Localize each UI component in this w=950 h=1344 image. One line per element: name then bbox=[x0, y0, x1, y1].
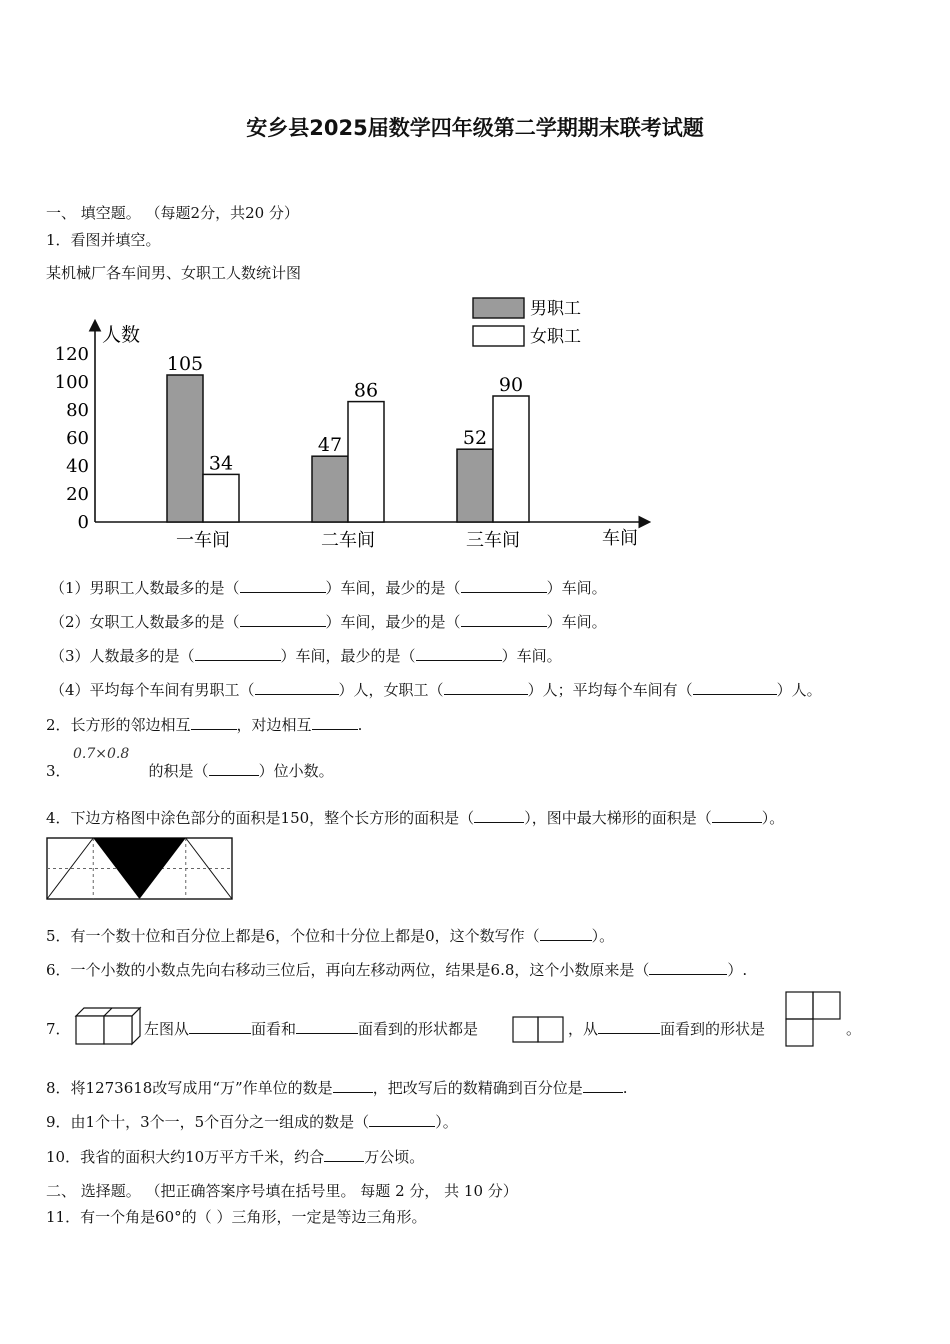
x-axis-label: 车间 bbox=[602, 528, 638, 549]
y-tick-label: 20 bbox=[66, 484, 89, 505]
y-tick-label: 60 bbox=[66, 428, 89, 449]
question-5: 5．有一个数十位和百分位上都是6，个位和十分位上都是0，这个数写作（ ）。 bbox=[46, 927, 615, 945]
section-1-heading: 一、 填空题。 （每题2分，共20 分） bbox=[46, 204, 299, 222]
page-title: 安乡县2025届数学四年级第二学期期末联考试题 bbox=[246, 116, 704, 140]
bar-female bbox=[348, 402, 384, 522]
grid-figure bbox=[46, 837, 234, 901]
question-8: 8．将1273618改写成用“万”作单位的数是 ，把改写后的数精确到百分位是 . bbox=[46, 1079, 628, 1097]
answer-blank[interactable] bbox=[583, 1078, 623, 1093]
answer-blank[interactable] bbox=[189, 1019, 251, 1034]
bar-value-label: 90 bbox=[498, 374, 524, 396]
bar-value-label: 52 bbox=[462, 427, 488, 450]
question-6: 6．一个小数的小数点先向右移动三位后，再向左移动两位，结果是6.8，这个小数原来是（ ）. bbox=[46, 961, 748, 979]
x-category-label: 一车间 bbox=[176, 530, 230, 551]
question-1-3: （3）人数最多的是（ ）车间，最少的是（ ）车间。 bbox=[50, 647, 562, 665]
question-9: 9．由1个十，3个一，5个百分之一组成的数是（ ）。 bbox=[46, 1113, 458, 1131]
question-1: 1．看图并填空。 bbox=[46, 231, 161, 249]
section-2-heading: 二、 选择题。 （把正确答案序号填在括号里。 每题 2 分， 共 10 分） bbox=[46, 1182, 518, 1200]
bar-value-label: 47 bbox=[317, 434, 343, 457]
bar-male bbox=[167, 375, 203, 522]
question-7-part2: ，从 面看到的形状是 bbox=[568, 1020, 766, 1038]
question-7-number: 7． bbox=[46, 1020, 71, 1038]
answer-blank[interactable] bbox=[649, 960, 727, 975]
chart-caption: 某机械厂各车间男、女职工人数统计图 bbox=[46, 264, 302, 282]
question-1-2: （2）女职工人数最多的是（ ）车间，最少的是（ ）车间。 bbox=[50, 613, 607, 631]
answer-blank[interactable] bbox=[324, 1147, 364, 1162]
question-2: 2．长方形的邻边相互 ，对边相互 . bbox=[46, 716, 363, 734]
answer-blank[interactable] bbox=[255, 680, 339, 695]
two-square-shape bbox=[512, 1016, 566, 1044]
answer-blank[interactable] bbox=[333, 1078, 373, 1093]
answer-blank[interactable] bbox=[369, 1112, 435, 1127]
answer-blank[interactable] bbox=[461, 578, 547, 593]
l-shape bbox=[785, 991, 843, 1047]
question-1-4: （4）平均每个车间有男职工（ ）人，女职工（ ）人；平均每个车间有（ ）人。 bbox=[50, 681, 822, 699]
legend-swatch-male bbox=[473, 298, 524, 318]
bar-value-label: 105 bbox=[166, 353, 204, 375]
bar-value-label: 86 bbox=[353, 379, 379, 402]
answer-blank[interactable] bbox=[240, 612, 326, 627]
math-expression: 0.7×0.8 bbox=[73, 746, 130, 762]
legend-label-female: 女职工 bbox=[530, 327, 581, 347]
y-axis-label: 人数 bbox=[102, 324, 141, 346]
bar-value-label: 34 bbox=[208, 452, 234, 475]
y-tick-label: 100 bbox=[54, 372, 89, 393]
y-tick-label: 120 bbox=[54, 344, 89, 365]
question-7-end: 。 bbox=[846, 1020, 862, 1038]
question-4: 4．下边方格图中涂色部分的面积是150，整个长方形的面积是（ ），图中最大梯形的面积是（ ）。 bbox=[46, 809, 785, 827]
answer-blank[interactable] bbox=[540, 926, 592, 941]
bar-female bbox=[493, 396, 529, 522]
legend-label-male: 男职工 bbox=[530, 299, 581, 319]
answer-blank[interactable] bbox=[240, 578, 326, 593]
answer-blank[interactable] bbox=[693, 680, 777, 695]
question-10: 10．我省的面积大约10万平方千米，约合 万公顷。 bbox=[46, 1148, 425, 1166]
bar-female bbox=[203, 474, 239, 522]
y-tick-label: 0 bbox=[77, 512, 89, 533]
answer-blank[interactable] bbox=[444, 680, 528, 695]
x-category-label: 二车间 bbox=[321, 530, 375, 551]
bar-male bbox=[312, 456, 348, 522]
answer-blank[interactable] bbox=[461, 612, 547, 627]
answer-blank[interactable] bbox=[474, 808, 524, 823]
answer-blank[interactable] bbox=[195, 646, 281, 661]
bar-chart bbox=[40, 290, 680, 560]
question-1-1: （1）男职工人数最多的是（ ）车间，最少的是（ ）车间。 bbox=[50, 579, 607, 597]
answer-blank[interactable] bbox=[712, 808, 762, 823]
x-category-label: 三车间 bbox=[466, 530, 520, 551]
answer-blank[interactable] bbox=[191, 715, 237, 730]
y-tick-label: 40 bbox=[66, 456, 89, 477]
bar-male bbox=[457, 449, 493, 522]
question-3: 3． 的积是（ ）位小数。 bbox=[46, 762, 334, 780]
answer-blank[interactable] bbox=[312, 715, 358, 730]
answer-blank[interactable] bbox=[598, 1019, 660, 1034]
chart-legend bbox=[473, 298, 581, 347]
cubes-figure bbox=[74, 1004, 142, 1046]
answer-blank[interactable] bbox=[296, 1019, 358, 1034]
question-11: 11．有一个角是60°的（ ）三角形，一定是等边三角形。 bbox=[46, 1208, 427, 1226]
answer-blank[interactable] bbox=[416, 646, 502, 661]
question-7-part1: 左图从 面看和 面看到的形状都是 bbox=[144, 1020, 479, 1038]
answer-blank[interactable] bbox=[209, 761, 259, 776]
legend-swatch-female bbox=[473, 326, 524, 346]
y-tick-label: 80 bbox=[66, 400, 89, 421]
